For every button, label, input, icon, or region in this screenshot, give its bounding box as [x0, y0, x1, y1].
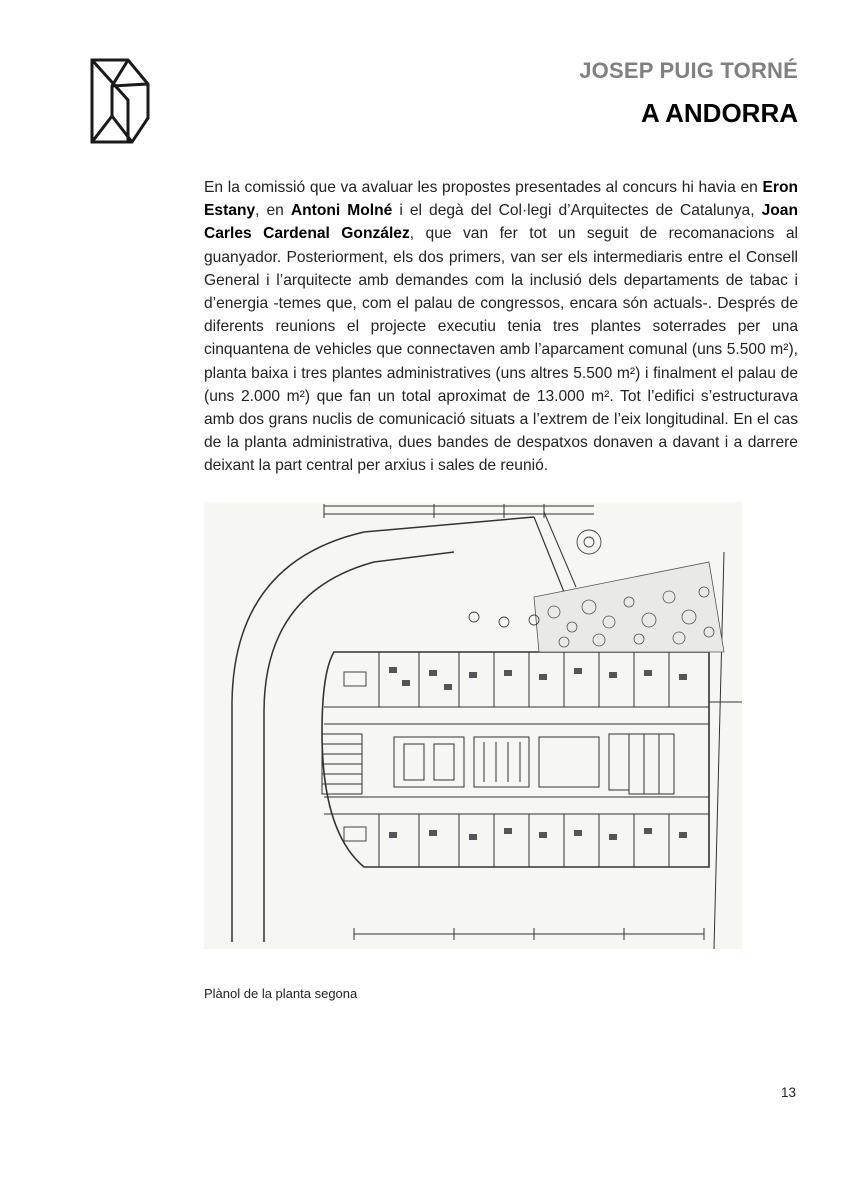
text-segment: En la comissió que va avaluar les propostes presentades al concurs hi havia en	[204, 179, 763, 196]
person-name: Eron Estany	[204, 179, 798, 220]
text-segment: i el degà del Col·legi d’Arquitectes de Catalunya,	[392, 202, 762, 220]
figure-caption: Plànol de la planta segona	[204, 986, 358, 1001]
person-name: Joan Carles Cardenal González	[204, 202, 799, 243]
author-name: JOSEP PUIG TORNÉ	[579, 58, 798, 83]
page-number: 13	[780, 1085, 796, 1100]
text-segment: , que van fer tot un seguit de recomanacions al guanyador. Posteriorment, els dos primers, van ser els intermediaris entre el Consell General i l’arquitecte amb demandes com la inclusió dels departaments de tabac i d’energia -temes que, com el palau de congressos, encara són actuals-. Després de diferents reunions el projecte executiu tenia tres plantes soterrades per una cinquantena de vehicles que connectaven amb l’aparcament comunal (uns 5.500 m²), planta baixa i tres plantes administratives (uns altres 5.500 m²) i finalment el palau de (uns 2.000 m²) que fan un total aproximat de 13.000 m². Tot l’edifici s’estructurava amb dos grans nuclis de comunicació situats a l’extrem de l’eix longitudinal. En el cas de la planta administrativa, dues bandes de despatxos donaven a davant i a darrere deixant la part central per arxius i sales de reunió.	[204, 225, 799, 475]
floor-plan-drawing	[204, 502, 742, 949]
person-name: Antoni Molné	[290, 202, 393, 220]
folded-book-logo-icon	[88, 56, 152, 146]
text-segment: , en	[255, 202, 291, 220]
page-title: A ANDORRA	[641, 98, 798, 128]
body-paragraph	[204, 176, 798, 478]
